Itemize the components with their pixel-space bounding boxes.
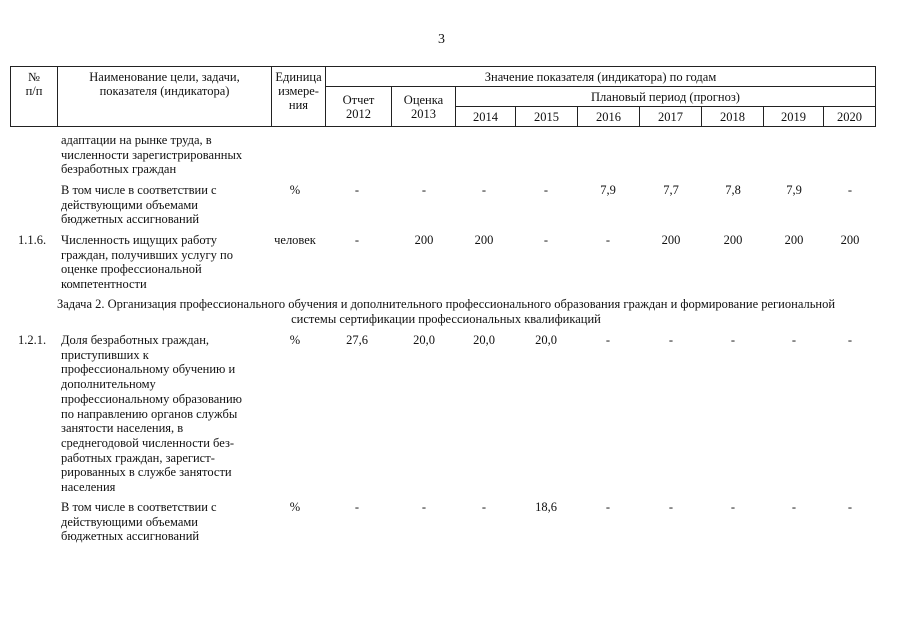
row-value: - <box>847 333 853 347</box>
row-value: 7,9 <box>786 183 802 197</box>
header-year: 2017 <box>640 107 702 127</box>
row-value: 7,9 <box>600 183 616 197</box>
row-unit: человек <box>274 233 316 247</box>
row-name: В том числе в соответствии с действующими объемами бюджетных ассигнований <box>61 500 217 544</box>
header-estimate: Оценка 2013 <box>392 87 456 127</box>
row-name: адаптации на рынке труда, в численности зарегистрированных безработных граждан <box>61 133 243 177</box>
row-value: - <box>668 333 674 347</box>
row-unit: % <box>289 183 301 197</box>
header-year: 2018 <box>702 107 764 127</box>
row-value: - <box>730 333 736 347</box>
row-value: 200 <box>784 233 804 247</box>
row-value: 200 <box>840 233 860 247</box>
row-value: 18,6 <box>535 500 557 514</box>
row-value: - <box>354 500 360 514</box>
header-year: 2015 <box>516 107 578 127</box>
row-value: - <box>481 500 487 514</box>
row-unit: % <box>289 333 301 347</box>
row-value: - <box>791 500 797 514</box>
row-value: - <box>730 500 736 514</box>
row-value: - <box>791 333 797 347</box>
page-number: 3 <box>438 32 445 47</box>
header-year: 2014 <box>456 107 516 127</box>
header-year: 2020 <box>824 107 876 127</box>
row-name: В том числе в соответствии с действующими объемами бюджетных ассигнований <box>61 183 217 227</box>
row-value: 200 <box>723 233 743 247</box>
row-value: - <box>354 233 360 247</box>
header-unit: Единица измере- ния <box>272 67 326 127</box>
row-number: 1.1.6. <box>18 233 47 247</box>
header-report: Отчет 2012 <box>326 87 392 127</box>
row-unit: % <box>289 500 301 514</box>
row-value: 200 <box>661 233 681 247</box>
row-value: 20,0 <box>473 333 495 347</box>
row-value: 7,7 <box>663 183 679 197</box>
header-values-by-year: Значение показателя (индикатора) по годам <box>326 67 876 87</box>
row-value: - <box>543 233 549 247</box>
row-value: - <box>605 233 611 247</box>
header-year: 2016 <box>578 107 640 127</box>
header-num: № п/п <box>11 67 58 127</box>
row-value: - <box>481 183 487 197</box>
header-plan-period: Плановый период (прогноз) <box>456 87 876 107</box>
row-value: - <box>354 183 360 197</box>
row-value: - <box>847 500 853 514</box>
table-header <box>10 66 876 127</box>
task-2-heading: Задача 2. Организация профессионального обучения и дополнительного профессионального образования граждан и формирование региональной системы сертификации профессиональных квалификаций <box>56 297 836 326</box>
row-name: Доля безработных граждан, приступивших к профессиональному обучению и дополнительному профессиональному образованию по направлению органов службы занятости населения, в среднегодовой численности без- работных граждан, зарегист- рированных в службе занятости населения <box>61 333 242 495</box>
row-value: - <box>668 500 674 514</box>
row-value: 200 <box>474 233 494 247</box>
header-year: 2019 <box>764 107 824 127</box>
row-value: 7,8 <box>725 183 741 197</box>
row-value: - <box>605 500 611 514</box>
row-value: - <box>847 183 853 197</box>
row-value: - <box>421 183 427 197</box>
row-value: 200 <box>414 233 434 247</box>
header-name: Наименование цели, задачи, показателя (индикатора) <box>58 67 272 127</box>
row-value: 20,0 <box>413 333 435 347</box>
row-value: 27,6 <box>346 333 368 347</box>
row-value: - <box>543 183 549 197</box>
row-value: - <box>421 500 427 514</box>
row-value: - <box>605 333 611 347</box>
row-number: 1.2.1. <box>18 333 47 347</box>
row-value: 20,0 <box>535 333 557 347</box>
row-name: Численность ищущих работу граждан, получивших услугу по оценке профессиональной компетентности <box>61 233 233 292</box>
